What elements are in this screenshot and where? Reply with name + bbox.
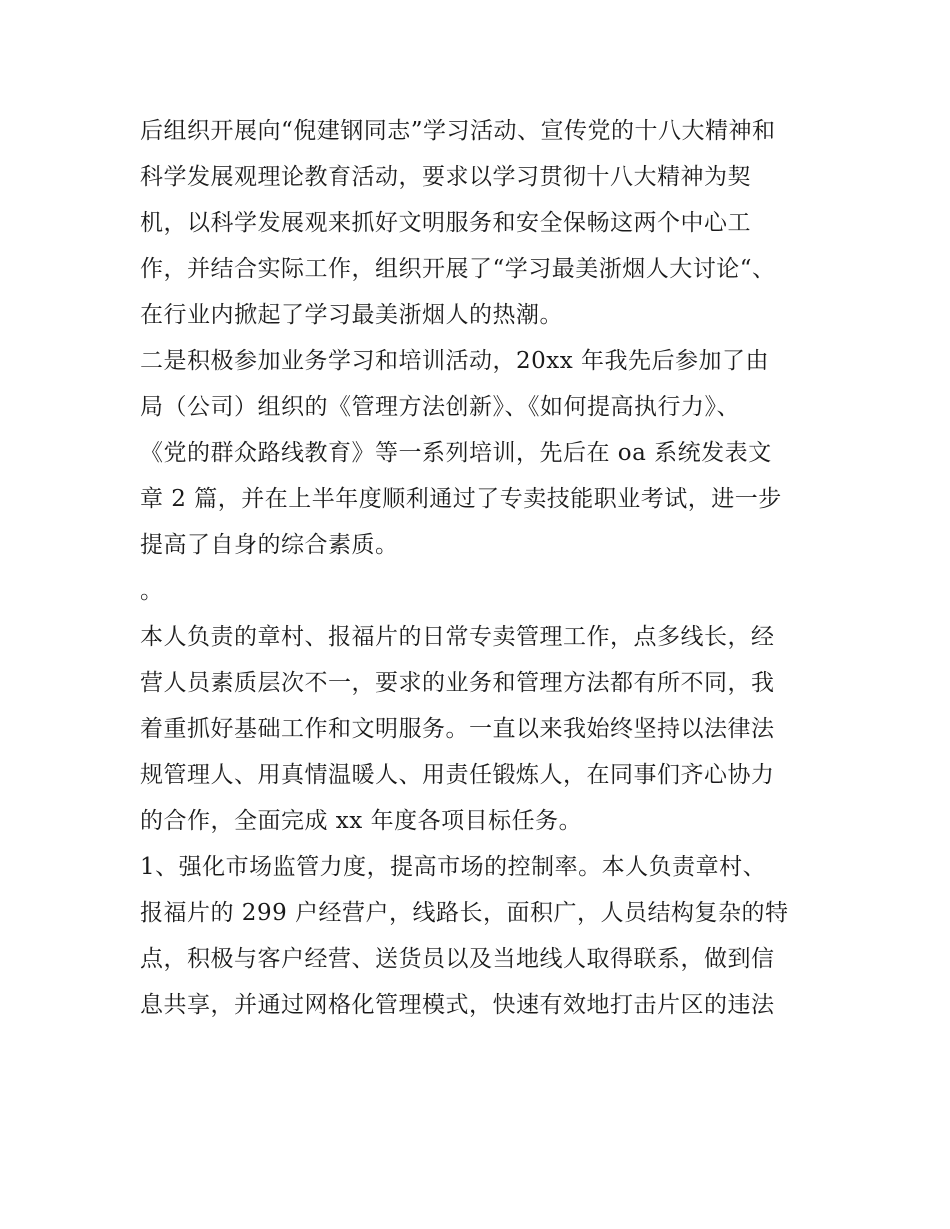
text-line: 报福片的 299 户经营户，线路长，面积广，人员结构复杂的特 [140,900,789,926]
text-line: 章 2 篇，并在上半年度顺利通过了专卖技能职业考试，进一步 [140,486,782,512]
text-line: 的合作，全面完成 xx 年度各项目标任务。 [140,808,583,834]
text-line: 本人负责的章村、报福片的日常专卖管理工作，点多线长，经 [140,624,775,650]
text-line: 规管理人、用真情温暖人、用责任锻炼人，在同事们齐心协力 [140,762,775,788]
text-line: 《党的群众路线教育》等一系列培训，先后在 oa 系统发表文 [140,440,772,466]
text-line: 在行业内掀起了学习最美浙烟人的热潮。 [140,302,563,328]
text-line: 1、强化市场监管力度，提高市场的控制率。本人负责章村、 [140,854,767,880]
body-text [140,108,820,1028]
text-line: 。 [140,578,164,604]
text-line: 二是积极参加业务学习和培训活动，20xx 年我先后参加了由 [140,348,770,374]
text-line: 作，并结合实际工作，组织开展了“学习最美浙烟人大讨论“、 [140,256,776,282]
text-line: 点，积极与客户经营、送货员以及当地线人取得联系，做到信 [140,946,775,972]
text-line: 提高了自身的综合素质。 [140,532,399,558]
text-line: 机，以科学发展观来抓好文明服务和安全保畅这两个中心工 [140,210,751,236]
text-line: 后组织开展向“倪建钢同志”学习活动、宣传党的十八大精神和 [140,118,776,144]
text-line: 科学发展观理论教育活动，要求以学习贯彻十八大精神为契 [140,164,751,190]
text-line: 着重抓好基础工作和文明服务。一直以来我始终坚持以法律法 [140,716,775,742]
text-line: 息共享，并通过网格化管理模式，快速有效地打击片区的违法 [140,992,775,1018]
text-line: 局（公司）组织的《管理方法创新》、《如何提高执行力》、 [140,394,740,420]
text-line: 营人员素质层次不一，要求的业务和管理方法都有所不同，我 [140,670,775,696]
